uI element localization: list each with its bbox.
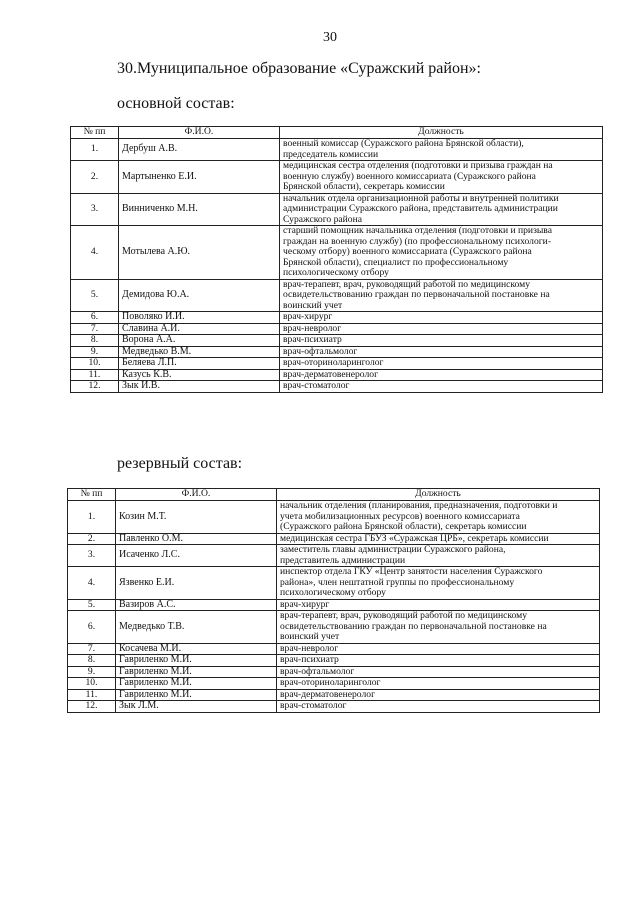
table-row <box>71 161 603 194</box>
member-name: Гавриленко М.И. <box>116 666 277 678</box>
page-number: 30 <box>323 30 337 45</box>
table-row <box>71 279 603 312</box>
member-position: старший помощник начальника отделения (подготовки и призыва граждан на военную службу) (по профессиональному психологи- ческому отбору) военного комиссариата (Суражского района Брянской области), специалист по профессиональному психологическому отбору <box>280 226 603 280</box>
main-composition-table <box>70 126 603 393</box>
member-name: Мартыненко Е.И. <box>119 161 280 194</box>
row-number: 1. <box>68 501 116 534</box>
member-name: Гавриленко М.И. <box>116 655 277 667</box>
table-row <box>71 369 603 381</box>
member-position: начальник отдела организационной работы и внутренней политики администрации Суражского района, представитель администрации Суражского района <box>280 193 603 226</box>
table-row <box>68 666 600 678</box>
member-position: заместитель главы администрации Суражского района, представитель администрации <box>277 545 600 567</box>
row-number: 6. <box>71 312 119 324</box>
table-row <box>68 689 600 701</box>
member-position: врач-невролог <box>277 643 600 655</box>
row-number: 5. <box>68 599 116 611</box>
table-row <box>71 193 603 226</box>
row-number: 5. <box>71 279 119 312</box>
row-number: 8. <box>68 655 116 667</box>
member-position: врач-психиатр <box>277 655 600 667</box>
member-position: медицинская сестра ГБУЗ «Суражская ЦРБ», секретарь комиссии <box>277 533 600 545</box>
row-number: 10. <box>71 358 119 370</box>
member-position: медицинская сестра отделения (подготовки и призыва граждан на военную службу) военного комиссариата (Суражского района Брянской области), секретарь комиссии <box>280 161 603 194</box>
member-name: Казусь К.В. <box>119 369 280 381</box>
column-header-position: Должность <box>280 127 603 139</box>
member-position: врач-дерматовенеролог <box>280 369 603 381</box>
table-row <box>68 701 600 713</box>
table-row <box>71 312 603 324</box>
member-name: Беляева Л.П. <box>119 358 280 370</box>
row-number: 1. <box>71 139 119 161</box>
member-position: военный комиссар (Суражского района Брянской области), председатель комиссии <box>280 139 603 161</box>
member-name: Ворона А.А. <box>119 335 280 347</box>
row-number: 3. <box>68 545 116 567</box>
member-name: Дербуш А.В. <box>119 139 280 161</box>
row-number: 7. <box>68 643 116 655</box>
table-header-row <box>68 489 600 501</box>
table-row <box>68 501 600 534</box>
table-row <box>68 533 600 545</box>
table-row <box>71 335 603 347</box>
member-position: врач-невролог <box>280 323 603 335</box>
member-name: Вазиров А.С. <box>116 599 277 611</box>
section-title: 30.Муниципальное образование «Суражский район»: <box>117 60 481 77</box>
table-row <box>68 643 600 655</box>
reserve-composition-table <box>67 488 600 713</box>
member-name: Павленко О.М. <box>116 533 277 545</box>
row-number: 6. <box>68 611 116 644</box>
row-number: 4. <box>68 567 116 600</box>
member-position: врач-оториноларинголог <box>280 358 603 370</box>
column-header-number: № пп <box>68 489 116 501</box>
member-position: врач-хирург <box>280 312 603 324</box>
row-number: 9. <box>68 666 116 678</box>
column-header-number: № пп <box>71 127 119 139</box>
member-position: врач-офтальмолог <box>280 346 603 358</box>
table-row <box>68 611 600 644</box>
member-name: Поволяко И.И. <box>119 312 280 324</box>
row-number: 11. <box>71 369 119 381</box>
member-name: Славина А.И. <box>119 323 280 335</box>
table-row <box>71 226 603 280</box>
member-position: врач-стоматолог <box>277 701 600 713</box>
member-name: Гавриленко М.И. <box>116 678 277 690</box>
member-position: врач-офтальмолог <box>277 666 600 678</box>
reserve-composition-heading: резервный состав: <box>117 455 243 472</box>
member-position: инспектор отдела ГКУ «Центр занятости населения Суражского района», член нештатной группы по профессиональному психологическому отбору <box>277 567 600 600</box>
row-number: 10. <box>68 678 116 690</box>
member-position: врач-стоматолог <box>280 381 603 393</box>
member-name: Медведько Т.В. <box>116 611 277 644</box>
member-name: Язвенко Е.И. <box>116 567 277 600</box>
table-row <box>71 346 603 358</box>
row-number: 8. <box>71 335 119 347</box>
member-name: Зык Л.М. <box>116 701 277 713</box>
member-position: врач-терапевт, врач, руководящий работой по медицинскому освидетельствованию граждан по первоначальной постановке на воинский учет <box>277 611 600 644</box>
row-number: 4. <box>71 226 119 280</box>
member-position: врач-психиатр <box>280 335 603 347</box>
member-name: Козин М.Т. <box>116 501 277 534</box>
table-row <box>68 567 600 600</box>
row-number: 9. <box>71 346 119 358</box>
main-composition-heading: основной состав: <box>117 95 235 112</box>
member-position: врач-терапевт, врач, руководящий работой по медицинскому освидетельствованию граждан по первоначальной постановке на воинский учет <box>280 279 603 312</box>
member-position: врач-дерматовенеролог <box>277 689 600 701</box>
row-number: 12. <box>68 701 116 713</box>
column-header-position: Должность <box>277 489 600 501</box>
member-name: Зык И.В. <box>119 381 280 393</box>
member-position: врач-хирург <box>277 599 600 611</box>
table-row <box>68 599 600 611</box>
table-row <box>68 545 600 567</box>
row-number: 3. <box>71 193 119 226</box>
member-name: Винниченко М.Н. <box>119 193 280 226</box>
column-header-name: Ф.И.О. <box>119 127 280 139</box>
table-row <box>71 323 603 335</box>
member-name: Демидова Ю.А. <box>119 279 280 312</box>
member-name: Мотылева А.Ю. <box>119 226 280 280</box>
row-number: 11. <box>68 689 116 701</box>
table-row <box>68 655 600 667</box>
row-number: 7. <box>71 323 119 335</box>
member-name: Косачева М.И. <box>116 643 277 655</box>
member-position: врач-оториноларинголог <box>277 678 600 690</box>
row-number: 2. <box>68 533 116 545</box>
member-name: Гавриленко М.И. <box>116 689 277 701</box>
column-header-name: Ф.И.О. <box>116 489 277 501</box>
table-row <box>71 139 603 161</box>
row-number: 12. <box>71 381 119 393</box>
table-header-row <box>71 127 603 139</box>
row-number: 2. <box>71 161 119 194</box>
member-name: Медведько В.М. <box>119 346 280 358</box>
table-row <box>71 381 603 393</box>
table-row <box>68 678 600 690</box>
member-position: начальник отделения (планирования, предназначения, подготовки и учета мобилизационных ресурсов) военного комиссариата (Суражского района Брянской области), секретарь комиссии <box>277 501 600 534</box>
member-name: Исаченко Л.С. <box>116 545 277 567</box>
table-row <box>71 358 603 370</box>
